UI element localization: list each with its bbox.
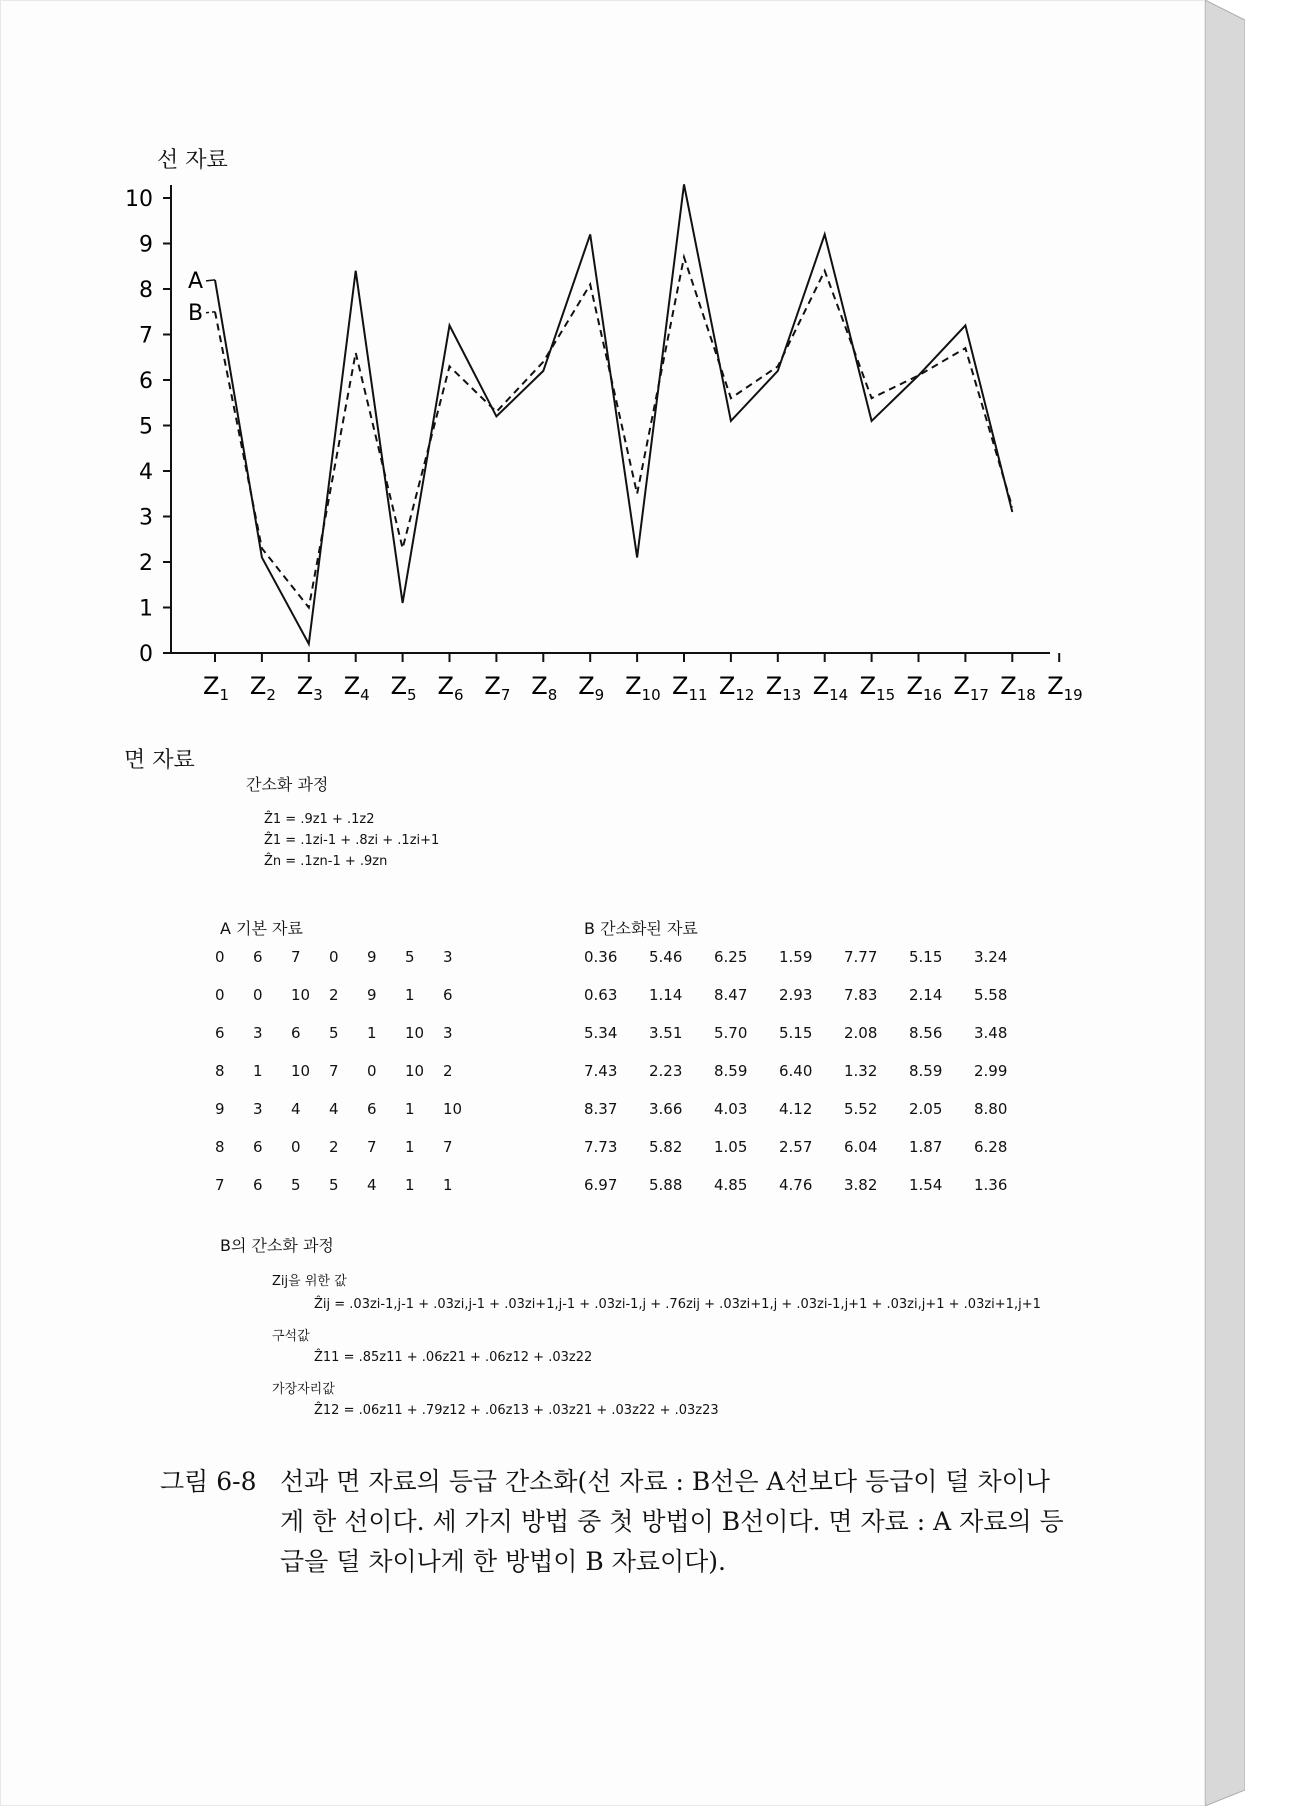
b-grid-cell: 1.32 [844,1062,878,1080]
x-tick-label: $Z_{14}$ [812,672,849,704]
a-grid-cell: 4 [329,1100,339,1118]
x-tick-label: $Z_6$ [437,672,464,704]
x-tick-label: $Z_{15}$ [859,672,896,704]
x-tick-label: $Z_2$ [249,672,276,704]
a-grid-cell: 8 [215,1062,225,1080]
a-grid-cell: 2 [329,1138,339,1156]
a-grid-cell: 10 [291,986,311,1004]
a-grid-cell: 10 [405,1062,425,1080]
area-heading: 면 자료 [124,748,195,773]
a-grid-row [215,948,481,986]
a-grid-cell: 5 [329,1024,339,1042]
a-grid-cell: 7 [329,1062,339,1080]
b-grid-row [584,1138,1039,1176]
a-grid-cell: 3 [443,948,453,966]
a-grid-cell: 5 [329,1176,339,1194]
a-grid-cell: 3 [443,1024,453,1042]
y-tick-label: 1 [139,596,153,622]
b-grid-cell: 5.58 [974,986,1008,1004]
a-grid-row [215,1176,481,1214]
b-grid-cell: 1.05 [714,1138,748,1156]
a-grid-cell: 0 [215,948,225,966]
b-grid-cell: 7.77 [844,948,878,966]
a-grid-cell: 0 [291,1138,301,1156]
b-grid-row [584,948,1039,986]
b-grid-cell: 8.56 [909,1024,943,1042]
x-tick-label: $Z_{19}$ [1047,672,1083,704]
y-tick-label: 5 [139,414,153,440]
y-tick-label: 3 [139,505,153,531]
b-grid-cell: 4.12 [779,1100,813,1118]
b-table-title: B 간소화된 자료 [584,919,698,938]
a-grid-row [215,986,481,1024]
b-process-title: B의 간소화 과정 [220,1236,334,1255]
b-grid-cell: 4.85 [714,1176,748,1194]
b-grid-row [584,1062,1039,1100]
a-grid-cell: 3 [253,1100,263,1118]
edge-formula: Ẑ12 = .06z11 + .79z12 + .06z13 + .03z21 + .03z22 + .03z23 [314,1403,719,1418]
b-grid-cell: 8.80 [974,1100,1008,1118]
a-grid-cell: 0 [329,948,339,966]
caption-number: 그림 6-8 [160,1467,257,1496]
a-data-grid [215,948,481,1214]
a-grid-cell: 6 [367,1100,377,1118]
a-grid-cell: 7 [291,948,301,966]
series-b-label: B [188,300,204,326]
b-grid-cell: 7.83 [844,986,878,1004]
x-tick-label: $Z_8$ [531,672,558,704]
a-grid-row [215,1062,481,1100]
b-grid-cell: 7.43 [584,1062,618,1080]
a-grid-row [215,1024,481,1062]
a-grid-row [215,1138,481,1176]
x-tick-label: $Z_{12}$ [718,672,755,704]
b-grid-cell: 5.52 [844,1100,878,1118]
a-grid-cell: 1 [405,986,415,1004]
x-tick-label: $Z_{11}$ [672,672,708,704]
a-grid-cell: 10 [443,1100,463,1118]
b-grid-cell: 1.87 [909,1138,943,1156]
b-grid-cell: 4.76 [779,1176,813,1194]
b-grid-cell: 8.59 [714,1062,748,1080]
book-spine [1205,0,1245,1806]
b-grid-cell: 5.15 [779,1024,813,1042]
a-grid-cell: 6 [253,948,263,966]
a-grid-cell: 1 [405,1138,415,1156]
a-grid-cell: 0 [367,1062,377,1080]
b-grid-row [584,1100,1039,1138]
process-label: 간소화 과정 [246,775,329,794]
a-grid-cell: 1 [253,1062,263,1080]
a-grid-cell: 4 [367,1176,377,1194]
y-tick-label: 8 [139,278,153,303]
b-grid-cell: 2.14 [909,986,943,1004]
b-grid-cell: 5.82 [649,1138,683,1156]
y-tick-label: 4 [139,460,153,485]
a-grid-cell: 6 [443,986,453,1004]
b-grid-cell: 2.05 [909,1100,943,1118]
y-tick-label: 9 [139,232,153,258]
a-grid-cell: 10 [291,1062,311,1080]
series-a-leader [206,280,215,281]
y-tick-label: 10 [125,187,153,212]
a-grid-cell: 4 [291,1100,301,1118]
a-grid-cell: 8 [215,1138,225,1156]
series-b-leader [206,312,215,313]
a-grid-cell: 5 [405,948,415,966]
zij-label: Zij을 위한 값 [272,1274,347,1289]
x-tick-label: $Z_{17}$ [953,672,989,704]
x-tick-label: $Z_3$ [296,672,323,704]
a-grid-cell: 7 [367,1138,377,1156]
b-grid-cell: 1.14 [649,986,683,1004]
y-tick-label: 6 [139,369,153,394]
b-grid-cell: 2.93 [779,986,813,1004]
b-grid-cell: 1.59 [779,948,813,966]
x-tick-label: $Z_4$ [343,672,370,704]
b-grid-cell: 5.46 [649,948,683,966]
x-tick-label: $Z_{16}$ [906,672,943,704]
y-tick-label: 0 [139,642,153,667]
series-a-line [215,184,1012,644]
a-grid-cell: 6 [291,1024,301,1042]
line-chart [0,0,1205,720]
b-grid-cell: 0.36 [584,948,618,966]
b-grid-cell: 1.54 [909,1176,943,1194]
a-grid-cell: 1 [367,1024,377,1042]
b-grid-cell: 3.48 [974,1024,1008,1042]
b-grid-cell: 5.15 [909,948,943,966]
a-grid-cell: 6 [253,1176,263,1194]
a-grid-cell: 9 [367,986,377,1004]
a-grid-cell: 3 [253,1024,263,1042]
b-grid-cell: 3.82 [844,1176,878,1194]
b-grid-cell: 7.73 [584,1138,618,1156]
b-grid-cell: 6.97 [584,1176,618,1194]
a-grid-cell: 7 [215,1176,225,1194]
zij-formula: Ẑij = .03zi-1,j-1 + .03zi,j-1 + .03zi+1,j-1 + .03zi-1,j + .76zij + .03zi+1,j + .03zi-1,j+1 + .03zi,j+1 + .03zi+1,j+1 [314,1297,1041,1312]
a-grid-cell: 10 [405,1024,425,1042]
a-grid-cell: 9 [367,948,377,966]
b-grid-cell: 6.25 [714,948,748,966]
x-tick-label: $Z_{13}$ [765,672,802,704]
a-grid-cell: 9 [215,1100,225,1118]
a-grid-cell: 1 [405,1176,415,1194]
b-grid-cell: 8.37 [584,1100,618,1118]
corner-formula: Ẑ11 = .85z11 + .06z21 + .06z12 + .03z22 [314,1350,593,1365]
b-grid-cell: 3.51 [649,1024,683,1042]
b-grid-cell: 4.03 [714,1100,748,1118]
b-grid-cell: 1.36 [974,1176,1008,1194]
b-grid-row [584,1176,1039,1214]
b-grid-cell: 2.23 [649,1062,683,1080]
b-data-grid [584,948,1039,1214]
x-tick-label: $Z_5$ [390,672,417,704]
x-tick-label: $Z_{18}$ [1000,672,1036,704]
b-grid-cell: 0.63 [584,986,618,1004]
a-grid-cell: 2 [443,1062,453,1080]
x-tick-label: $Z_{10}$ [625,672,661,704]
b-grid-cell: 2.08 [844,1024,878,1042]
a-grid-cell: 2 [329,986,339,1004]
a-grid-row [215,1100,481,1138]
x-tick-label: $Z_1$ [203,672,229,704]
b-grid-cell: 8.47 [714,986,748,1004]
a-grid-cell: 6 [253,1138,263,1156]
a-grid-cell: 6 [215,1024,225,1042]
b-grid-cell: 2.57 [779,1138,813,1156]
b-grid-cell: 3.24 [974,948,1008,966]
b-grid-cell: 8.59 [909,1062,943,1080]
b-grid-cell: 6.40 [779,1062,813,1080]
a-grid-cell: 1 [443,1176,453,1194]
a-grid-cell: 5 [291,1176,301,1194]
edge-label: 가장자리값 [272,1382,335,1397]
x-tick-label: $Z_7$ [484,672,511,704]
b-grid-row [584,1024,1039,1062]
a-grid-cell: 7 [443,1138,453,1156]
a-grid-cell: 0 [253,986,263,1004]
x-tick-label: $Z_9$ [578,672,605,704]
b-grid-cell: 5.88 [649,1176,683,1194]
a-grid-cell: 1 [405,1100,415,1118]
b-grid-row [584,986,1039,1024]
y-tick-label: 7 [139,323,153,349]
b-grid-cell: 3.66 [649,1100,683,1118]
y-tick-label: 2 [139,551,153,576]
formula-3: Ẑn = .1zn-1 + .9zn [264,854,388,869]
a-table-title: A 기본 자료 [220,919,303,938]
b-grid-cell: 6.28 [974,1138,1008,1156]
b-grid-cell: 6.04 [844,1138,878,1156]
b-grid-cell: 2.99 [974,1062,1008,1080]
chart-title: 선 자료 [157,148,228,173]
caption-text: 선과 면 자료의 등급 간소화(선 자료 : B선은 A선보다 등급이 덜 차이나게 한 선이다. 세 가지 방법 중 첫 방법이 B선이다. 면 자료 : A 자료의 등급을 덜 차이나게 한 방법이 B 자료이다). [280,1467,1064,1576]
b-grid-cell: 5.34 [584,1024,618,1042]
b-grid-cell: 5.70 [714,1024,748,1042]
formula-2: Ẑ1 = .1zi-1 + .8zi + .1zi+1 [264,833,440,848]
series-a-label: A [188,268,204,294]
corner-label: 구석값 [272,1329,310,1344]
a-grid-cell: 0 [215,986,225,1004]
formula-1: Ẑ1 = .9z1 + .1z2 [264,812,375,827]
